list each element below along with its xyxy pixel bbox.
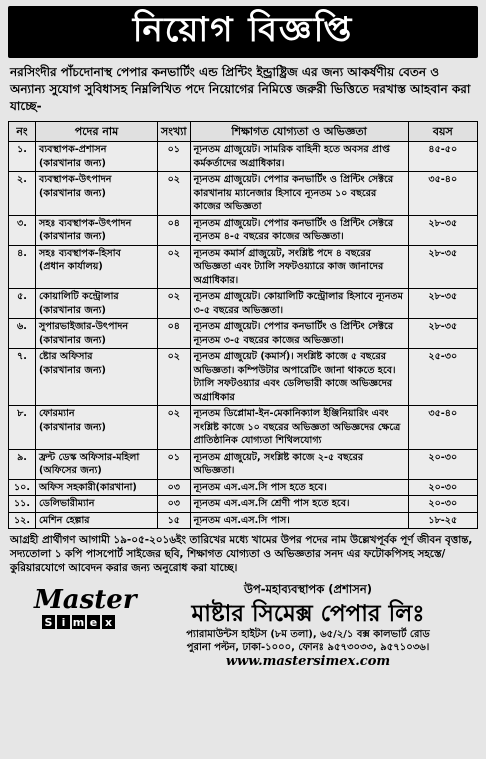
- address-line-1: প্যারামাউন্টস হাইটস (৮ম তলা), ৬৫/২/১ বক্স কালভার্ট রোড: [186, 629, 430, 640]
- post-location: (প্রধান কার্যালয়): [39, 261, 103, 272]
- address-line-2: পুরানা পল্টন, ঢাকা-১০০০, ফোনঃ ৯৫৭৩০৩৩, ৯৫৭১০৩৬।: [186, 642, 430, 653]
- row-qualification: ন্যূনতম গ্রাজুয়েট। পেপার কনভার্টিং ও প্রিন্টিং সেক্টরে ন্যূনতম ৩-৫ বছরের কাজের অভিজ্ঞতা।: [190, 319, 408, 349]
- row-count: ০২: [158, 245, 191, 289]
- post-title: ফোরম্যান: [39, 408, 75, 419]
- row-qualification: ন্যূনতম এস.এস.সি শ্রেণী পাস হতে হবে।: [190, 496, 408, 513]
- header-age: বয়স: [408, 122, 477, 142]
- company-logo: [34, 585, 137, 629]
- post-title: ডেলিভারীম্যান: [39, 498, 95, 509]
- header-serial: নং: [9, 122, 36, 142]
- row-qualification: ন্যূনতম গ্রাজুয়েট। পেপার কনভার্টিং ও প্রিন্টিং সেক্টরে ন্যূনতম ৪-৫ বছরের কাজের অভিজ্ঞতা।: [190, 215, 408, 245]
- row-age: ৩৫-৪০: [408, 172, 477, 216]
- row-count: ০১: [158, 142, 191, 172]
- post-location: (কারখানার জন্য): [39, 304, 106, 316]
- row-qualification: ন্যূনতম গ্রাজুয়েট। কোয়ালিটি কন্ট্রোলার হিসাবে ন্যূনতম ৩-৫ বছরের অভিজ্ঞতা।: [190, 289, 408, 319]
- row-post-name: [36, 479, 158, 496]
- post-location: (কারখানার জন্য): [39, 187, 106, 199]
- row-serial: ১০.: [9, 479, 36, 496]
- row-count: ০৩: [158, 496, 191, 513]
- footer: [8, 581, 478, 669]
- row-count: ০৪: [158, 215, 191, 245]
- row-post-name: [36, 406, 158, 450]
- table-row: [9, 142, 478, 172]
- row-qualification: ন্যূনতম এস.এস.সি পাস হতে হবে।: [190, 479, 408, 496]
- row-post-name: [36, 142, 158, 172]
- application-instructions: আগ্রহী প্রার্থীগণ আগামী ১৯-০৫-২০১৬ইং তারিখের মধ্যে খামের উপর পদের নাম উল্লেখপূর্বক পূর্ণ জীবন বৃত্তান্ত, সদ্যতোলা ১ কপি পাসপোর্ট সাইজের ছবি, শিক্ষাগত যোগ্যতা ও অভিজ্ঞতার সনদ এর ফটোকপিসহ সহস্তে/কুরিয়ারযোগে আবেদন করার জন্য অনুরোধ করা যাচ্ছে।: [10, 534, 473, 574]
- row-qualification: ন্যূনতম গ্রাজুয়েট। সামরিক বাহিনী হতে অবসর প্রাপ্ত কর্মকর্তাদের অগ্রাধিকার।: [190, 142, 408, 172]
- row-qualification: ন্যূনতম এস.এস.সি পাস।: [190, 512, 408, 529]
- row-age: ২৮-৩৫: [408, 245, 477, 289]
- row-age: ৩৫-৪০: [408, 406, 477, 450]
- row-qualification: ন্যূনতম কমার্স গ্রাজুয়েট, সংশ্লিষ্ট পদে ৪ বছরের অভিজ্ঞতা এবং ট্যালি সফটওয়্যারে কাজ জানাদের অগ্রাধিকার।: [190, 245, 408, 289]
- post-title: কোয়ালিটি কন্ট্রোলার: [39, 291, 119, 302]
- row-count: ০১: [158, 449, 191, 479]
- table-row: [9, 172, 478, 216]
- row-count: ০৪: [158, 319, 191, 349]
- post-location: (কারখানার জন্য): [39, 157, 106, 169]
- row-post-name: [36, 289, 158, 319]
- table-row: [9, 449, 478, 479]
- post-title: ব্যবস্থাপক-প্রশাসন: [39, 144, 107, 155]
- company-name: মাষ্টার সিমেক্স পেপার লিঃ: [191, 601, 425, 627]
- table-row: [9, 512, 478, 529]
- row-age: ২৫-৩০: [408, 349, 477, 406]
- table-row: [9, 319, 478, 349]
- post-title: সুপারভাইজার-উৎপাদন: [39, 321, 129, 332]
- table-row: [9, 245, 478, 289]
- post-title: ফ্রন্ট ডেস্ক অফিসার-মহিলা (অফিসের জন্য): [39, 451, 140, 476]
- row-age: ১৮-২৫: [408, 512, 477, 529]
- row-age: ২০-৩০: [408, 449, 477, 479]
- row-count: ১৫: [158, 512, 191, 529]
- row-qualification: ন্যূনতম গ্রাজুয়েট। পেপার কনভার্টিং ও প্রিন্টিং সেক্টরে কারখানায় ম্যানেজার হিসাবে ন্যূনতম ১০ বছরের কাজের অভিজ্ঞতা: [190, 172, 408, 216]
- table-row: [9, 479, 478, 496]
- logo-letter: e: [87, 615, 100, 629]
- post-title: মেশিন হেল্পার: [39, 514, 90, 526]
- table-row: [9, 215, 478, 245]
- row-serial: ৪.: [9, 245, 36, 289]
- row-count: ০২: [158, 406, 191, 450]
- post-title: অফিস সহকারী(কারখানা): [39, 481, 137, 493]
- post-title: সহঃ ব্যবস্থাপক-হিসাব: [39, 247, 121, 259]
- row-serial: ১১.: [9, 496, 36, 513]
- row-serial: ৮.: [9, 406, 36, 450]
- row-serial: ১.: [9, 142, 36, 172]
- row-post-name: [36, 215, 158, 245]
- logo-wordmark-top: Master: [34, 585, 137, 615]
- header-count: সংখ্যা: [158, 122, 191, 142]
- row-serial: ১২.: [9, 512, 36, 529]
- row-qualification: ন্যূনতম গ্রাজুয়েট, সংশ্লিষ্ট কাজে ২-৫ বছরের অভিজ্ঞতা।: [190, 449, 408, 479]
- logo-letter: m: [72, 615, 85, 629]
- website-link[interactable]: www.mastersimex.com: [225, 654, 391, 669]
- row-post-name: [36, 349, 158, 406]
- table-row: [9, 406, 478, 450]
- row-count: ০২: [158, 349, 191, 406]
- vacancy-rows: [9, 142, 478, 529]
- logo-letter: i: [57, 615, 70, 629]
- row-age: ২০-৩০: [408, 479, 477, 496]
- signer-designation: উপ-মহাব্যবস্থাপক (প্রশাসন): [244, 582, 372, 596]
- row-post-name: [36, 496, 158, 513]
- intro-paragraph: নরসিংদীর পাঁচদোনাস্থ পেপার কনভার্টিং এন্ড প্রিন্টিং ইন্ড্রাষ্ট্রিজ এর জন্য আকর্ষণীয় বেতন ও অন্যান্য সুযোগ সুবিধাসহ নিম্নলিখিত পদে নিয়োগের নিমিত্তে জরুরী ভিত্তিতে দরখাস্ত আহবান করা যাচ্ছে-: [10, 65, 471, 113]
- row-age: ২৮-৩৫: [408, 319, 477, 349]
- company-block: [143, 581, 473, 669]
- table-row: [9, 289, 478, 319]
- post-location: (কারখানার জন্য): [39, 421, 106, 433]
- row-age: ২৮-৩৫: [408, 215, 477, 245]
- post-location: (কারখানার জন্য): [39, 231, 106, 242]
- header-qualification: শিক্ষাগত যোগ্যতা ও অভিজ্ঞতা: [190, 122, 408, 142]
- post-title: সহঃ ব্যবস্থাপক-উৎপাদন: [39, 217, 132, 229]
- row-post-name: [36, 449, 158, 479]
- table-row: [9, 496, 478, 513]
- row-post-name: [36, 245, 158, 289]
- row-post-name: [36, 172, 158, 216]
- row-serial: ৯.: [9, 449, 36, 479]
- row-count: ০২: [158, 289, 191, 319]
- logo-wordmark-bottom: [42, 615, 134, 629]
- row-count: ০২: [158, 172, 191, 216]
- post-title: ষ্টোর অফিসার: [39, 351, 93, 362]
- row-serial: ৫.: [9, 289, 36, 319]
- row-serial: ৬.: [9, 319, 36, 349]
- row-serial: ৭.: [9, 349, 36, 406]
- row-post-name: [36, 319, 158, 349]
- header-post-name: পদের নাম: [36, 122, 158, 142]
- table-header-row: [9, 122, 478, 142]
- post-title: ব্যবস্থাপক-উৎপাদন: [39, 174, 112, 185]
- vacancy-table: [8, 121, 478, 529]
- row-qualification: ন্যূনতম ডিপ্লোমা-ইন-মেকানিক্যাল ইঞ্জিনিয়ারিং এবং সংশ্লিষ্ট কাজে ১০ বছরের অভিজ্ঞতা অভিজ্ঞদের ক্ষেত্রে প্রাতিষ্ঠানিক যোগ্যতা শিথিলযোগ্য: [190, 406, 408, 450]
- logo-letter: S: [42, 615, 55, 629]
- row-age: ৪৫-৫০: [408, 142, 477, 172]
- row-qualification: ন্যূনতম গ্রাজুয়েট (কমার্স)। সংশ্লিষ্ট কাজে ৫ বছরের অভিজ্ঞতা। কম্পিউটার অপারেটিং জানা থাকতে হবে। ট্যালি সফটওয়্যার এবং ডেলিভারী কাজে অভিজ্ঞদের অগ্রাধিকার: [190, 349, 408, 406]
- table-row: [9, 349, 478, 406]
- row-age: ২০-৩০: [408, 496, 477, 513]
- row-serial: ৩.: [9, 215, 36, 245]
- post-location: (কারখানার জন্য): [39, 364, 106, 376]
- row-age: ২৮-৩৫: [408, 289, 477, 319]
- row-serial: ২.: [9, 172, 36, 216]
- logo-letter: x: [102, 615, 115, 629]
- row-count: ০৩: [158, 479, 191, 496]
- row-post-name: [36, 512, 158, 529]
- post-location: (কারখানার জন্য): [39, 334, 106, 346]
- ad-title-banner: নিয়োগ বিজ্ঞপ্তি: [8, 6, 478, 58]
